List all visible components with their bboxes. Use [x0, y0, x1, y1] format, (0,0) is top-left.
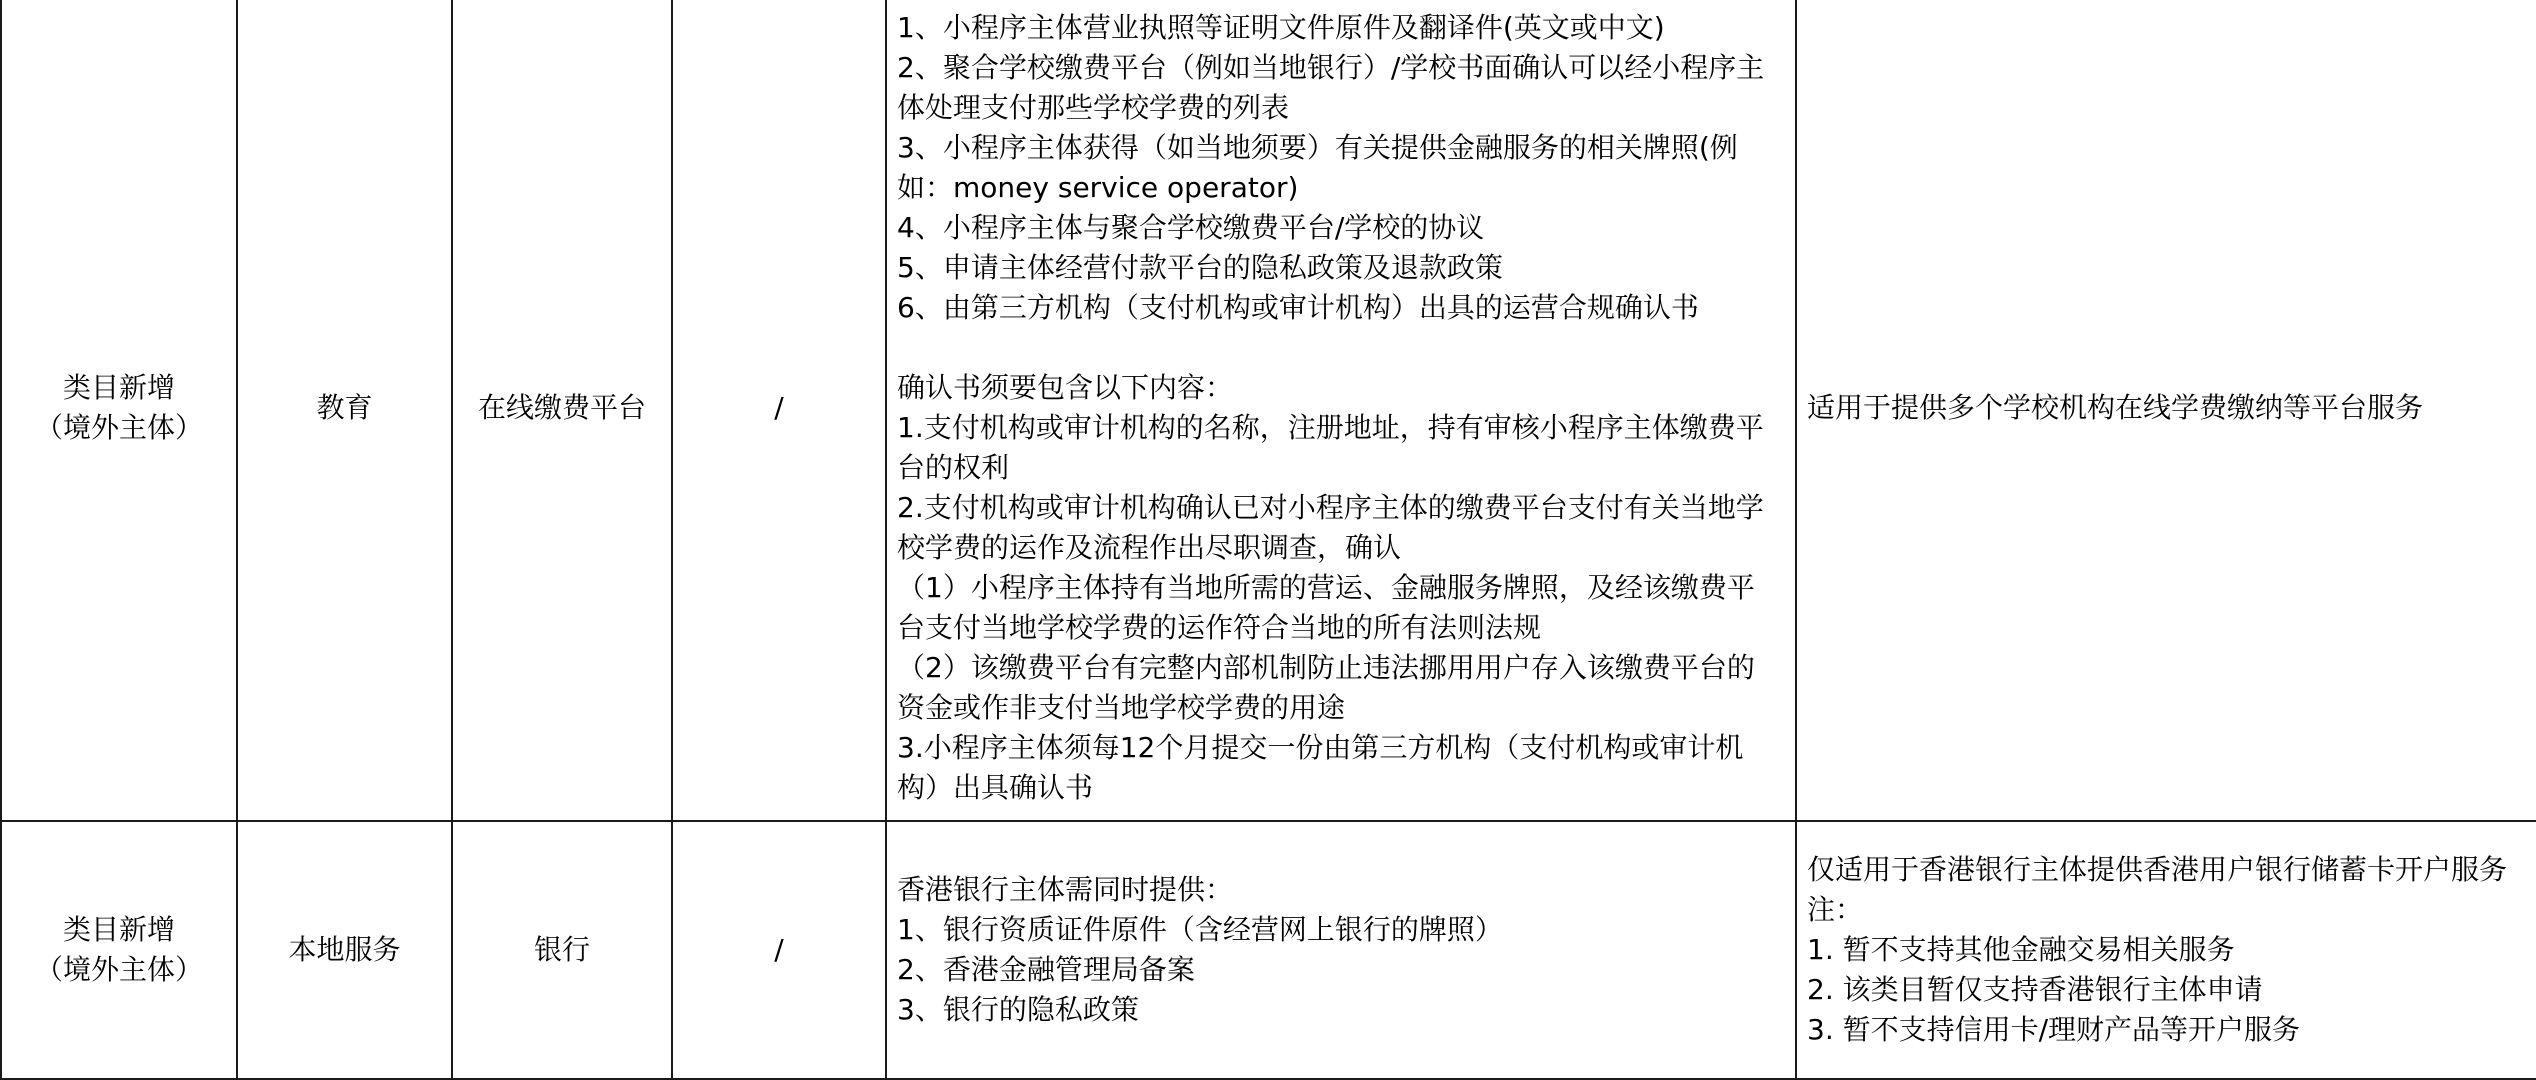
category-change-cell: 类目新增 （境外主体） [1, 0, 237, 821]
table-row [1, 0, 2536, 821]
secondary-category-cell: 在线缴费平台 [452, 0, 672, 821]
category-change-cell: 类目新增 （境外主体） [1, 821, 237, 1079]
materials-cell: 香港银行主体需同时提供： 1、银行资质证件原件（含经营网上银行的牌照） 2、香港金融管理局备案 3、银行的隐私政策 [886, 821, 1796, 1079]
primary-category-cell: 本地服务 [237, 821, 452, 1079]
secondary-category-cell: 银行 [452, 821, 672, 1079]
primary-category-cell: 教育 [237, 0, 452, 821]
tertiary-category-cell: / [672, 821, 886, 1079]
materials-cell: 1、小程序主体营业执照等证明文件原件及翻译件(英文或中文) 2、聚合学校缴费平台（例如当地银行）/学校书面确认可以经小程序主体处理支付那些学校学费的列表 3、小程序主体获得（如当地须要）有关提供金融服务的相关牌照(例如：money service operator) 4、小程序主体与聚合学校缴费平台/学校的协议 5、申请主体经营付款平台的隐私政策及退款政策 6、由第三方机构（支付机构或审计机构）出具的运营合规确认书 确认书须要包含以下内容： 1.支付机构或审计机构的名称，注册地址，持有审核小程序主体缴费平台的权利 2.支付机构或审计机构确认已对小程序主体的缴费平台支付有关当地学校学费的运作及流程作出尽职调查，确认 （1）小程序主体持有当地所需的营运、金融服务牌照，及经该缴费平台支付当地学校学费的运作符合当地的所有法则法规 （2）该缴费平台有完整内部机制防止违法挪用用户存入该缴费平台的资金或作非支付当地学校学费的用途 3.小程序主体须每12个月提交一份由第三方机构（支付机构或审计机构）出具确认书 [886, 0, 1796, 821]
notes-cell: 仅适用于香港银行主体提供香港用户银行储蓄卡开户服务 注： 1. 暂不支持其他金融交易相关服务 2. 该类目暂仅支持香港银行主体申请 3. 暂不支持信用卡/理财产品等开户服务 [1796, 821, 2536, 1079]
notes-cell: 适用于提供多个学校机构在线学费缴纳等平台服务 [1796, 0, 2536, 821]
table-row [1, 821, 2536, 1079]
tertiary-category-cell: / [672, 0, 886, 821]
